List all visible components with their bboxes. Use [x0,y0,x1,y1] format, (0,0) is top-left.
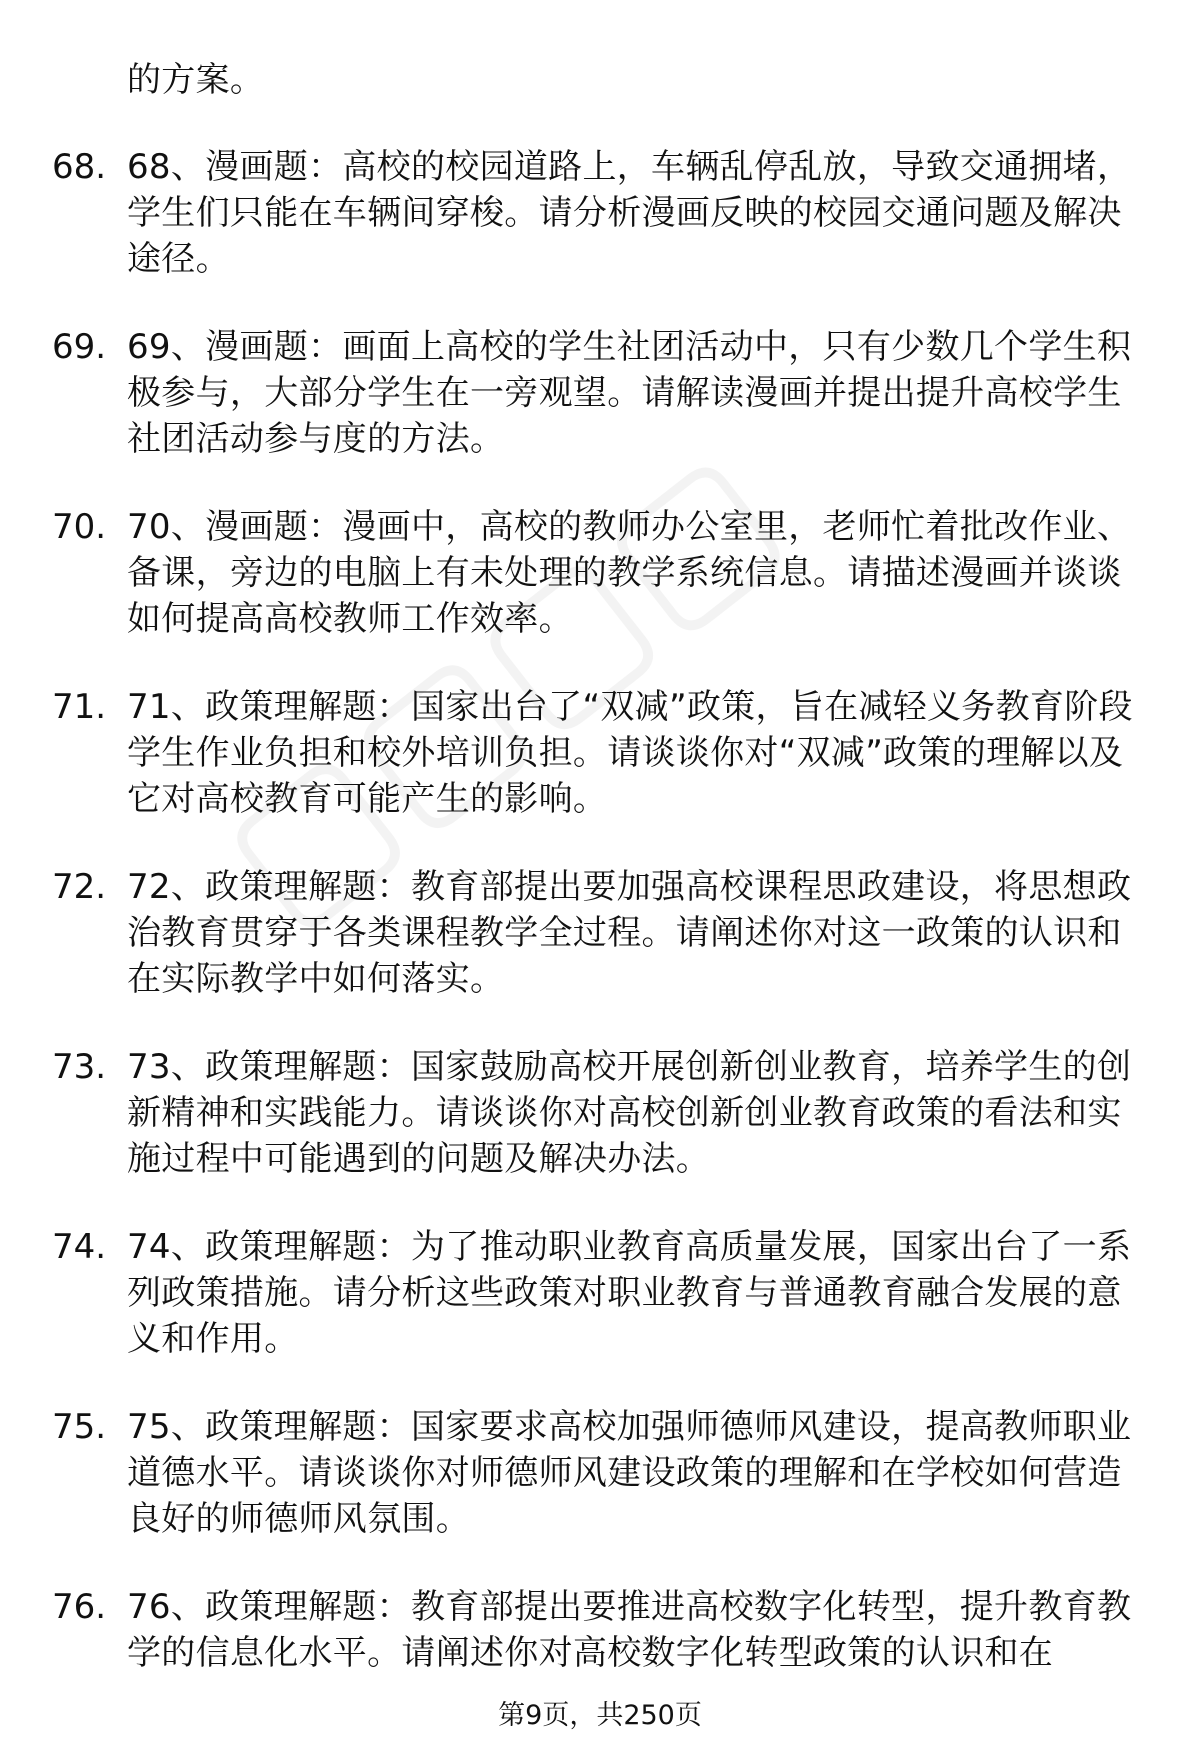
item-number: 71. [52,687,107,727]
item-text: 68、漫画题：高校的校园道路上，车辆乱停乱放，导致交通拥堵，学生们只能在车辆间穿梭。请分析漫画反映的校园交通问题及解决途径。 [127,147,1132,279]
item-number: 76. [52,1587,107,1627]
list-item [0,864,1200,1044]
item-text: 71、政策理解题：国家出台了“双减”政策，旨在减轻义务教育阶段学生作业负担和校外培训负担。请谈谈你对“双减”政策的理解以及它对高校教育可能产生的影响。 [127,687,1133,819]
item-number: 75. [52,1407,107,1447]
item-number: 68. [52,147,107,187]
page-footer: 第9页，共250页 [498,1700,702,1731]
continued-text: 的方案。 [127,60,265,100]
item-text: 70、漫画题：漫画中，高校的教师办公室里，老师忙着批改作业、备课，旁边的电脑上有未处理的教学系统信息。请描述漫画并谈谈如何提高高校教师工作效率。 [127,507,1132,639]
list-item [0,684,1200,864]
item-text: 74、政策理解题：为了推动职业教育高质量发展，国家出台了一系列政策措施。请分析这些政策对职业教育与普通教育融合发展的意义和作用。 [127,1227,1132,1359]
list-item [0,504,1200,684]
item-text: 69、漫画题：画面上高校的学生社团活动中，只有少数几个学生积极参与，大部分学生在一旁观望。请解读漫画并提出提升高校学生社团活动参与度的方法。 [127,327,1132,459]
list-item [0,144,1200,324]
item-number: 72. [52,867,107,907]
item-number: 73. [52,1047,107,1087]
list-item [0,1224,1200,1404]
item-text: 75、政策理解题：国家要求高校加强师德师风建设，提高教师职业道德水平。请谈谈你对师德师风建设政策的理解和在学校如何营造良好的师德师风氛围。 [127,1407,1132,1539]
item-text: 76、政策理解题：教育部提出要推进高校数字化转型，提升教育教学的信息化水平。请阐述你对高校数字化转型政策的认识和在 [127,1587,1132,1673]
question-list [0,144,1200,1764]
item-text: 73、政策理解题：国家鼓励高校开展创新创业教育，培养学生的创新精神和实践能力。请谈谈你对高校创新创业教育政策的看法和实施过程中可能遇到的问题及解决办法。 [127,1047,1132,1179]
item-number: 69. [52,327,107,367]
item-text: 72、政策理解题：教育部提出要加强高校课程思政建设，将思想政治教育贯穿于各类课程教学全过程。请阐述你对这一政策的认识和在实际教学中如何落实。 [127,867,1132,999]
list-item [0,324,1200,504]
item-number: 74. [52,1227,107,1267]
list-item [0,1044,1200,1224]
list-item [0,1404,1200,1584]
item-number: 70. [52,507,107,547]
list-item [0,1584,1200,1764]
